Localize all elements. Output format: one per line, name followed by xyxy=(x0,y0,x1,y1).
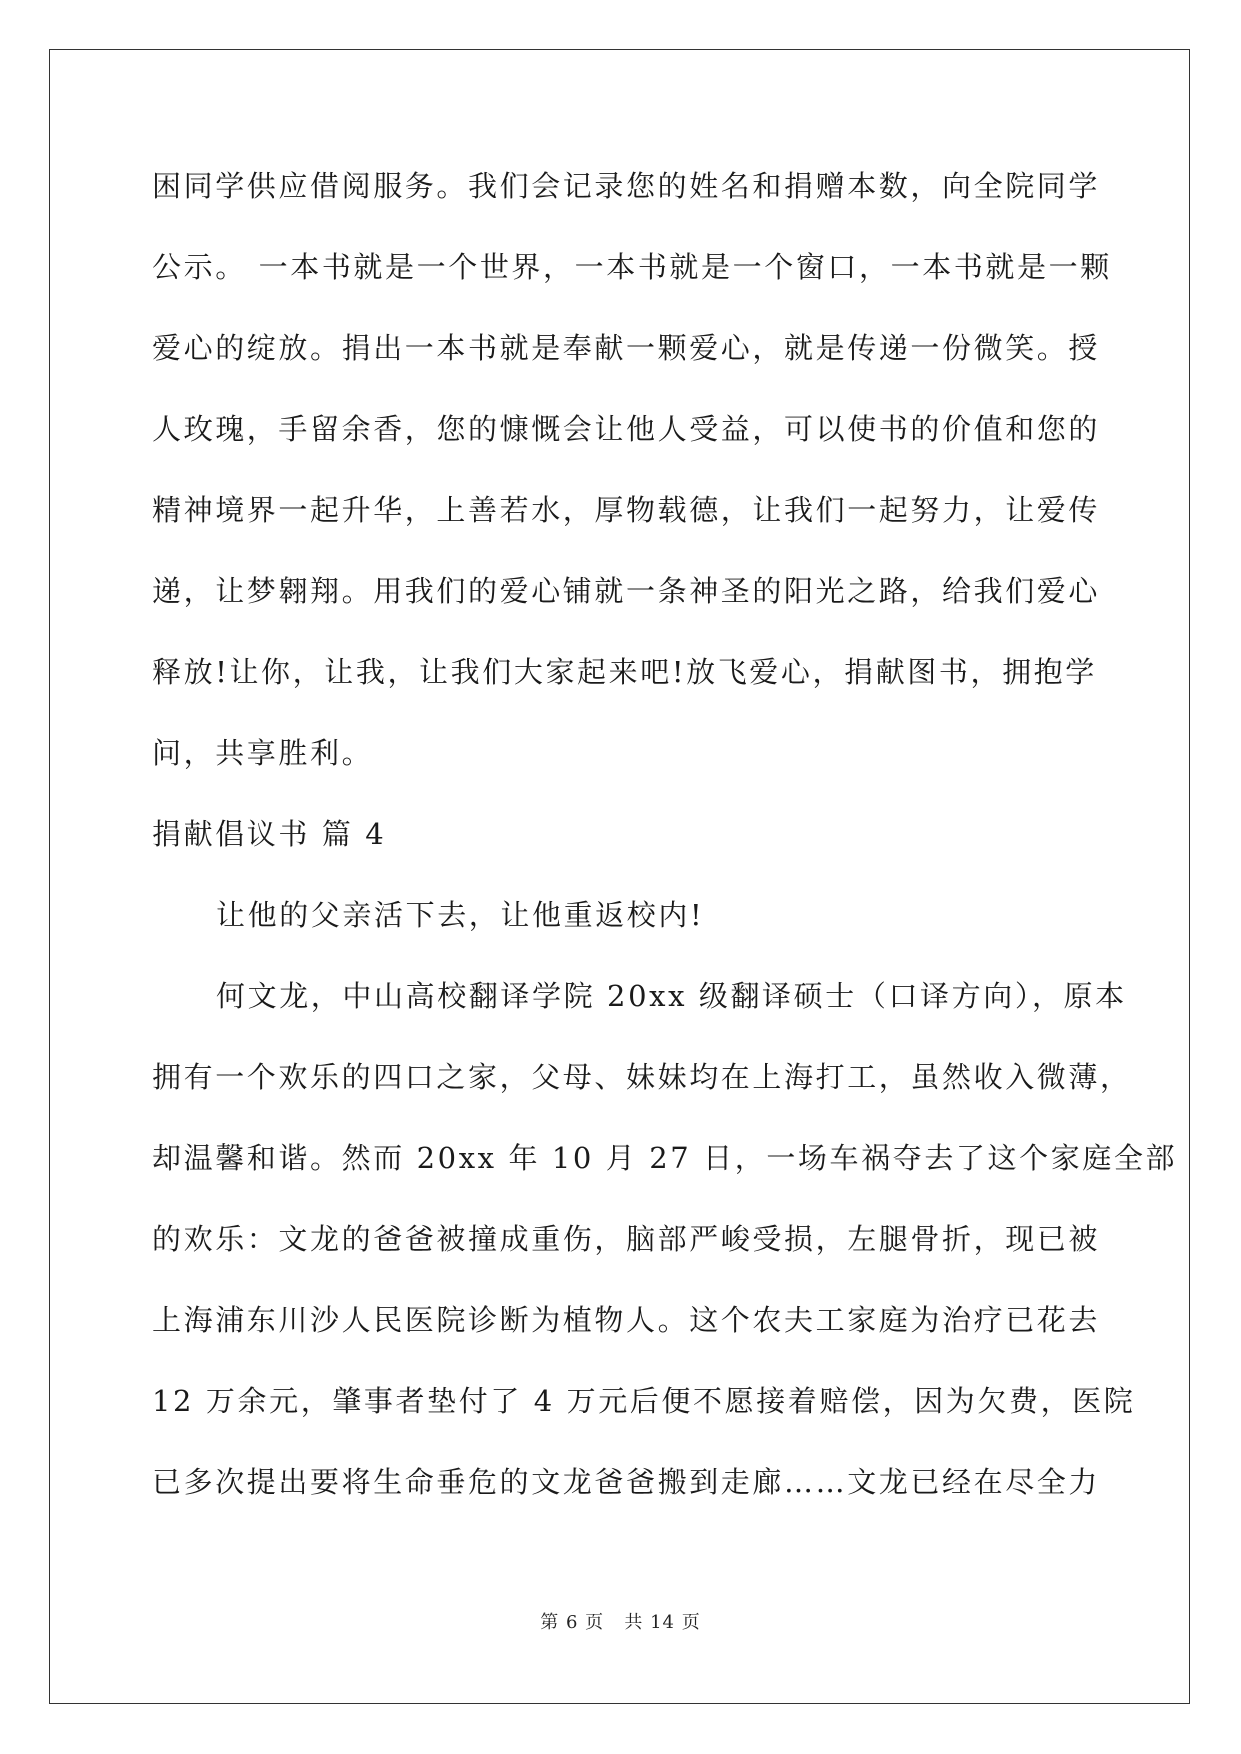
section-line-8: 已多次提出要将生命垂危的文龙爸爸搬到走廊……文龙已经在尽全力 xyxy=(152,1465,1101,1499)
section-line-2: 何文龙，中山高校翻译学院 20xx 级翻译硕士（口译方向），原本 xyxy=(216,979,1127,1013)
paragraph-line-3: 爱心的绽放。捐出一本书就是奉献一颗爱心，就是传递一份微笑。授 xyxy=(152,331,1101,365)
section-heading: 捐献倡议书 篇 4 xyxy=(152,817,387,851)
paragraph-line-6: 递，让梦翱翔。用我们的爱心铺就一条神圣的阳光之路，给我们爱心 xyxy=(152,574,1101,608)
paragraph-line-5: 精神境界一起升华，上善若水，厚物载德，让我们一起努力，让爱传 xyxy=(152,493,1101,527)
paragraph-line-7: 释放!让你，让我，让我们大家起来吧!放飞爱心，捐献图书，拥抱学 xyxy=(152,655,1097,689)
section-line-6: 上海浦东川沙人民医院诊断为植物人。这个农夫工家庭为治疗已花去 xyxy=(152,1303,1101,1337)
page-number: 第 6 页 共 14 页 xyxy=(540,1612,701,1633)
section-line-7: 12 万余元，肇事者垫付了 4 万元后便不愿接着赔偿，因为欠费，医院 xyxy=(152,1384,1136,1418)
page-footer xyxy=(0,1608,1241,1634)
paragraph-line-4: 人玫瑰，手留余香，您的慷慨会让他人受益，可以使书的价值和您的 xyxy=(152,412,1101,446)
document-body xyxy=(152,160,1178,1537)
section-line-4: 却温馨和谐。然而 20xx 年 10 月 27 日，一场车祸夺去了这个家庭全部 xyxy=(152,1141,1178,1175)
paragraph-line-1: 困同学供应借阅服务。我们会记录您的姓名和捐赠本数，向全院同学 xyxy=(152,169,1101,203)
paragraph-line-2: 公示。 一本书就是一个世界，一本书就是一个窗口，一本书就是一颗 xyxy=(152,250,1112,284)
paragraph-line-8: 问，共享胜利。 xyxy=(152,736,374,770)
section-line-5: 的欢乐：文龙的爸爸被撞成重伤，脑部严峻受损，左腿骨折，现已被 xyxy=(152,1222,1101,1256)
section-line-3: 拥有一个欢乐的四口之家，父母、妹妹均在上海打工，虽然收入微薄， xyxy=(152,1060,1132,1094)
section-line-1: 让他的父亲活下去，让他重返校内! xyxy=(216,898,705,932)
